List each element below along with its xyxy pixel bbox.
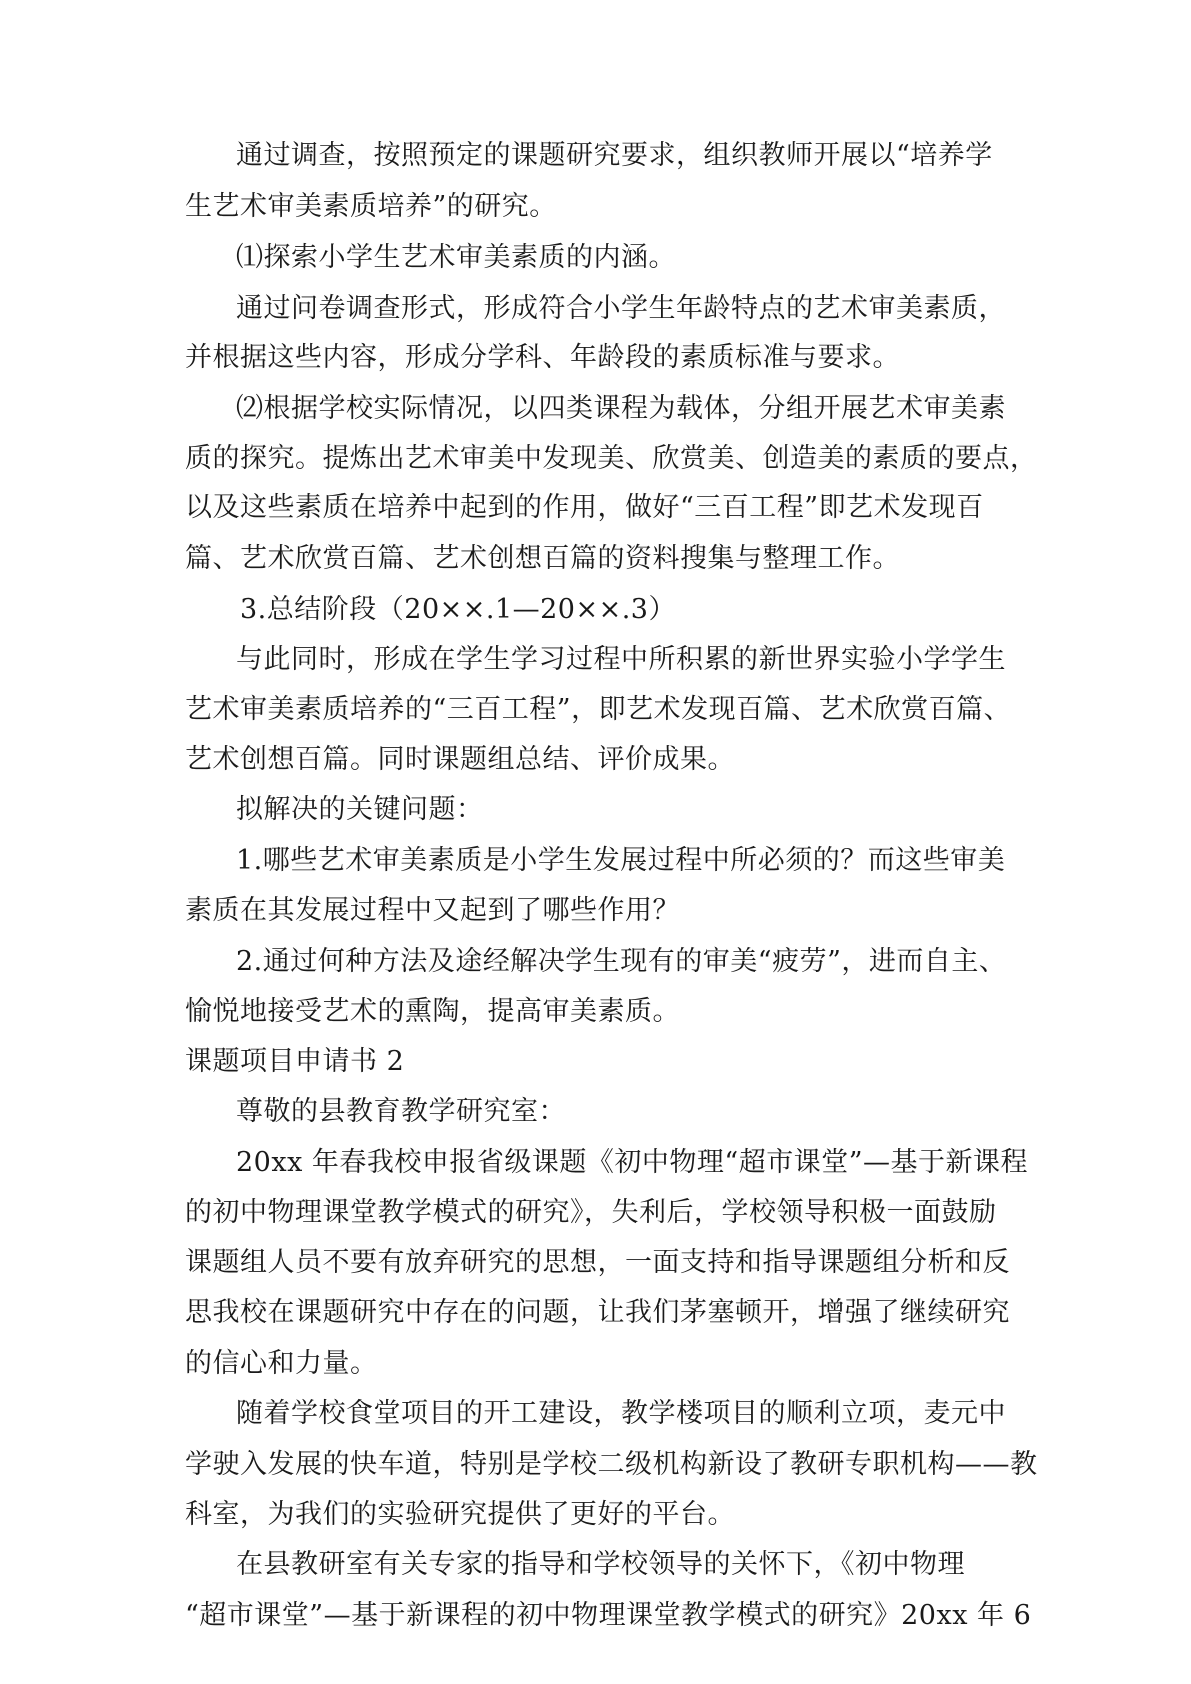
paragraph-line: 随着学校食堂项目的开工建设，教学楼项目的顺利立项，麦元中 bbox=[236, 1398, 1006, 1429]
section-heading: 3.总结阶段（20××.1—20××.3） bbox=[240, 594, 676, 625]
paragraph-line: 以及这些素质在培养中起到的作用，做好“三百工程”即艺术发现百 bbox=[185, 492, 984, 523]
paragraph-line: ⑵根据学校实际情况，以四类课程为载体，分组开展艺术审美素 bbox=[236, 393, 1006, 424]
paragraph-line: 素质在其发展过程中又起到了哪些作用？ bbox=[185, 895, 680, 926]
paragraph-line: 并根据这些内容，形成分学科、年龄段的素质标准与要求。 bbox=[185, 342, 900, 373]
paragraph-line: 的初中物理课堂教学模式的研究》，失利后，学校领导积极一面鼓励 bbox=[185, 1197, 997, 1228]
paragraph-line: 学驶入发展的快车道，特别是学校二级机构新设了教研专职机构——教 bbox=[185, 1449, 1038, 1480]
paragraph-line: 质的探究。提炼出艺术审美中发现美、欣赏美、创造美的素质的要点， bbox=[185, 443, 1038, 474]
paragraph-line: 与此同时，形成在学生学习过程中所积累的新世界实验小学学生 bbox=[236, 644, 1006, 675]
paragraph-line: ⑴探索小学生艺术审美素质的内涵。 bbox=[236, 242, 676, 273]
paragraph-line: 艺术审美素质培养的“三百工程”，即艺术发现百篇、艺术欣赏百篇、 bbox=[185, 694, 1012, 725]
paragraph-line: 思我校在课题研究中存在的问题，让我们茅塞顿开，增强了继续研究 bbox=[185, 1297, 1010, 1328]
paragraph-line: “超市课堂”—基于新课程的初中物理课堂教学模式的研究》20xx 年 6 bbox=[185, 1600, 1032, 1631]
paragraph-line: 通过问卷调查形式，形成符合小学生年龄特点的艺术审美素质， bbox=[236, 293, 1006, 324]
paragraph-line: 艺术创想百篇。同时课题组总结、评价成果。 bbox=[185, 744, 735, 775]
paragraph-line: 愉悦地接受艺术的熏陶，提高审美素质。 bbox=[185, 996, 680, 1027]
paragraph-line: 1.哪些艺术审美素质是小学生发展过程中所必须的？而这些审美 bbox=[236, 845, 1006, 876]
paragraph-line: 科室，为我们的实验研究提供了更好的平台。 bbox=[185, 1499, 735, 1530]
paragraph-line: 在县教研室有关专家的指导和学校领导的关怀下，《初中物理 bbox=[236, 1549, 965, 1580]
paragraph-line: 生艺术审美素质培养”的研究。 bbox=[185, 191, 557, 222]
paragraph-line: 课题组人员不要有放弃研究的思想，一面支持和指导课题组分析和反 bbox=[185, 1247, 1010, 1278]
paragraph-line: 2.通过何种方法及途经解决学生现有的审美“疲劳”，进而自主、 bbox=[236, 946, 1007, 977]
document-title: 课题项目申请书 2 bbox=[185, 1046, 405, 1077]
paragraph-line: 的信心和力量。 bbox=[185, 1348, 378, 1379]
salutation: 尊敬的县教育教学研究室： bbox=[236, 1096, 566, 1127]
paragraph-line: 篇、艺术欣赏百篇、艺术创想百篇的资料搜集与整理工作。 bbox=[185, 543, 900, 574]
paragraph-line: 20xx 年春我校申报省级课题《初中物理“超市课堂”—基于新课程 bbox=[236, 1147, 1028, 1178]
paragraph-line: 通过调查，按照预定的课题研究要求，组织教师开展以“培养学 bbox=[236, 140, 993, 171]
paragraph-line: 拟解决的关键问题： bbox=[236, 794, 484, 825]
